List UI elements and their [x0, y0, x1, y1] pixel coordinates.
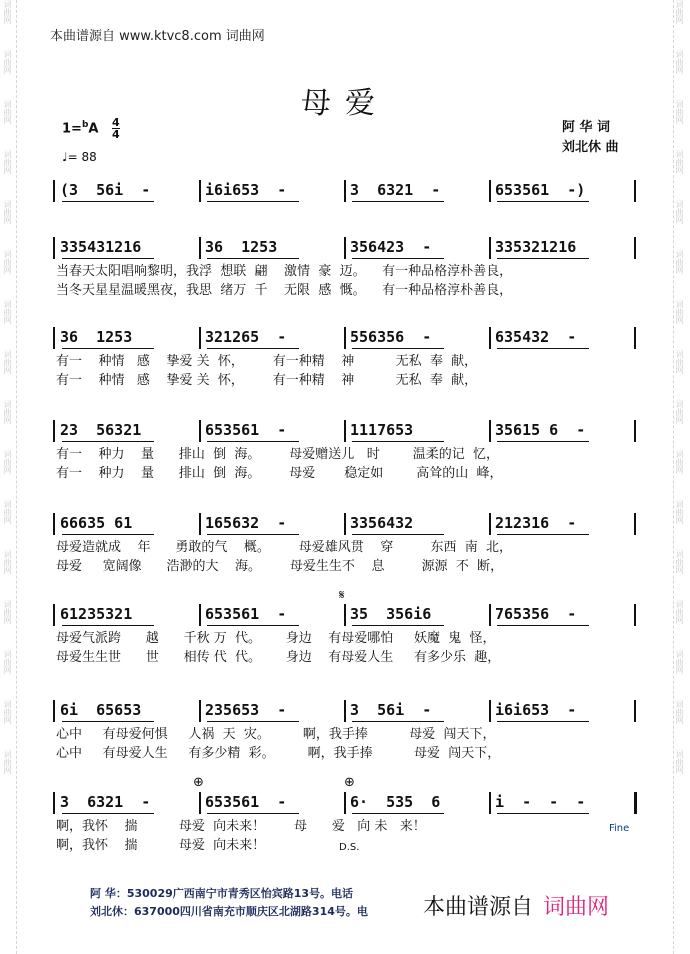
barline [53, 180, 55, 202]
barline [634, 513, 636, 535]
beam-underline [497, 625, 589, 626]
barline [634, 237, 636, 259]
notes-line [56, 327, 636, 353]
barline [199, 237, 201, 259]
time-bottom: 4 [112, 128, 120, 141]
watermark-glyphs: 词曲网 [675, 200, 684, 224]
watermark-glyphs: 词曲网 [3, 450, 12, 474]
notes-line [56, 237, 636, 263]
barline [199, 700, 201, 722]
key-prefix: 1= [62, 121, 82, 137]
fine-marking: Fine [609, 823, 630, 834]
barline [634, 420, 636, 442]
lyrics-line-1: 母爱造就成 年 勇敢的气 概。 母爱雄风贯 穿 东西 南 北， [56, 540, 513, 555]
key-signature [62, 120, 98, 136]
barline [489, 180, 491, 202]
notes-line [56, 604, 636, 630]
barline [199, 420, 201, 442]
coda-sign-2: ⊕ [344, 775, 355, 790]
barline [634, 180, 636, 202]
beam-underline [62, 348, 154, 349]
source-site-line: 本曲谱源自 www.ktvc8.com 词曲网 [50, 29, 265, 44]
lyrics-line-1: 当春天太阳唱响黎明，我浮 想联 翩 激情 豪 迈。 有一种品格淳朴善良， [56, 264, 513, 279]
barline [53, 792, 55, 814]
beam-underline [497, 258, 589, 259]
barline [489, 513, 491, 535]
beam-underline [62, 258, 154, 259]
watermark-glyphs: 词曲网 [675, 450, 684, 474]
measure: 165632 - [205, 514, 287, 532]
beam-underline [207, 813, 299, 814]
lyrics-line-2: 有一 种力 量 排山 倒 海。 母爱 稳定如 高耸的山 峰， [56, 466, 503, 481]
footer-line-2: 刘北休：637000四川省南充市顺庆区北湖路314号。电 [90, 905, 368, 918]
measure: 6· 535 6 [350, 793, 441, 811]
watermark-glyphs: 词曲网 [3, 300, 12, 324]
ds-marking: D.S. [339, 842, 360, 853]
measure: 235653 - [205, 701, 287, 719]
lyrics-line-1: 有一 种力 量 排山 倒 海。 母爱赠送儿 时 温柔的记 忆， [56, 447, 500, 462]
watermark-glyphs: 词曲网 [675, 600, 684, 624]
beam-underline [352, 201, 444, 202]
watermark-glyphs: 词曲网 [3, 50, 12, 74]
measure: 3 6321 - [60, 793, 151, 811]
barline [634, 604, 636, 626]
beam-underline [62, 201, 154, 202]
beam-underline [497, 348, 589, 349]
beam-underline [497, 534, 589, 535]
measure: (3 56i - [60, 181, 151, 199]
watermark-glyphs: 词曲网 [675, 750, 684, 774]
barline [344, 327, 346, 349]
measure: 335321216 [495, 238, 577, 256]
barline [53, 327, 55, 349]
lyrics-line-2: 当冬天星星温暖黑夜，我思 绪万 千 无限 感 慨。 有一种品格淳朴善良， [56, 283, 513, 298]
beam-underline [207, 441, 299, 442]
barline [199, 180, 201, 202]
measure: 36 1253 [60, 328, 133, 346]
barline [199, 327, 201, 349]
measure: 653561 - [205, 421, 287, 439]
credits [562, 118, 619, 158]
measure: 765356 - [495, 605, 577, 623]
beam-underline [352, 625, 444, 626]
lyrics-line-1: 啊，我怀 揣 母爱 向未来！ 母 爱 向 未 来！ [56, 819, 426, 834]
barline [344, 420, 346, 442]
brand-text-2: 词曲网 [543, 895, 610, 920]
barline [199, 513, 201, 535]
lyricist-credit: 阿 华 词 [562, 120, 611, 135]
left-watermark-strip [2, 0, 17, 954]
beam-underline [497, 813, 589, 814]
measure: 36 1253 [205, 238, 278, 256]
brand-text-1: 本曲谱源自 [423, 895, 534, 920]
measure: 653561 -) [495, 181, 586, 199]
watermark-glyphs: 词曲网 [675, 300, 684, 324]
barline [344, 700, 346, 722]
watermark-glyphs: 词曲网 [3, 700, 12, 724]
beam-underline [207, 721, 299, 722]
beam-underline [207, 625, 299, 626]
barline [344, 604, 346, 626]
measure: i6i653 - [495, 701, 577, 719]
beam-underline [62, 813, 154, 814]
watermark-glyphs: 词曲网 [675, 50, 684, 74]
measure: 3 6321 - [350, 181, 441, 199]
watermark-glyphs: 词曲网 [3, 500, 12, 524]
barline [53, 237, 55, 259]
measure: 3356432 [350, 514, 414, 532]
watermark-glyphs: 词曲网 [675, 700, 684, 724]
right-watermark-strip [673, 0, 688, 954]
measure: 1117653 [350, 421, 414, 439]
beam-underline [207, 258, 299, 259]
beam-underline [352, 813, 444, 814]
watermark-glyphs: 词曲网 [3, 600, 12, 624]
coda-sign-1: ⊕ [193, 775, 204, 790]
lyrics-line-2: 啊，我怀 揣 母爱 向未来！ [56, 838, 266, 853]
measure: 35615 6 - [495, 421, 586, 439]
measure: 556356 - [350, 328, 432, 346]
watermark-glyphs: 词曲网 [675, 100, 684, 124]
notes-line [56, 180, 636, 206]
watermark-glyphs: 词曲网 [3, 250, 12, 274]
beam-underline [352, 441, 444, 442]
measure: i6i653 - [205, 181, 287, 199]
measure: 356423 - [350, 238, 432, 256]
barline [199, 604, 201, 626]
lyrics-line-1: 母爱气派跨 越 千秋 万 代。 身边 有母爱哪怕 妖魔 鬼 怪， [56, 631, 496, 646]
beam-underline [352, 721, 444, 722]
watermark-glyphs: 词曲网 [3, 200, 12, 224]
lyrics-line-2: 心中 有母爱人生 有多少精 彩。 啊，我手捧 母爱 闯天下， [56, 746, 501, 761]
barline [489, 700, 491, 722]
key-flat: b [81, 120, 89, 130]
time-signature [112, 117, 120, 140]
barline [489, 327, 491, 349]
tempo-marking: ♩= 88 [62, 150, 97, 164]
barline [53, 420, 55, 442]
footer-line-1: 阿 华：530029广西南宁市青秀区怡宾路13号。电话 [90, 887, 354, 900]
lyrics-line-1: 有一 种情 感 挚爱 关 怀， 有一种精 神 无私 奉 献， [56, 354, 478, 369]
barline [344, 237, 346, 259]
watermark-glyphs: 词曲网 [675, 250, 684, 274]
watermark-glyphs: 词曲网 [3, 150, 12, 174]
beam-underline [352, 348, 444, 349]
composer-credit: 刘北休 曲 [562, 140, 619, 155]
contact-footer [90, 885, 368, 921]
beam-underline [497, 201, 589, 202]
barline [344, 180, 346, 202]
watermark-glyphs: 词曲网 [3, 0, 12, 24]
beam-underline [497, 441, 589, 442]
measure: 3 56i - [350, 701, 432, 719]
measure: 212316 - [495, 514, 577, 532]
time-top: 4 [112, 116, 120, 129]
measure: 653561 - [205, 605, 287, 623]
watermark-glyphs: 词曲网 [675, 650, 684, 674]
watermark-glyphs: 词曲网 [675, 500, 684, 524]
barline [344, 792, 346, 814]
watermark-glyphs: 词曲网 [3, 100, 12, 124]
measure: 61235321 [60, 605, 133, 623]
barline [344, 513, 346, 535]
barline [489, 237, 491, 259]
barline [489, 420, 491, 442]
notes-line [56, 513, 636, 539]
lyrics-line-2: 有一 种情 感 挚爱 关 怀， 有一种精 神 无私 奉 献， [56, 373, 478, 388]
barline [489, 792, 491, 814]
segno-sign: 𝄋 [339, 588, 345, 603]
barline [199, 792, 201, 814]
lyrics-line-2: 母爱 宽阔像 浩渺的大 海。 母爱生生不 息 源源 不 断， [56, 559, 504, 574]
watermark-glyphs: 词曲网 [3, 400, 12, 424]
measure: i - - - [495, 793, 586, 811]
lyrics-line-2: 母爱生生世 世 相传 代 代。 身边 有母爱人生 有多少乐 趣， [56, 650, 501, 665]
measure: 35 356i6 [350, 605, 432, 623]
song-title: 母爱 [301, 86, 389, 121]
beam-underline [62, 534, 154, 535]
watermark-glyphs: 词曲网 [3, 650, 12, 674]
barline [634, 327, 636, 349]
watermark-glyphs: 词曲网 [675, 400, 684, 424]
measure: 66635 61 [60, 514, 133, 532]
barline [489, 604, 491, 626]
watermark-glyphs: 词曲网 [675, 550, 684, 574]
key-note: A [88, 121, 99, 137]
beam-underline [62, 625, 154, 626]
measure: 653561 - [205, 793, 287, 811]
measure: 6i 65653 [60, 701, 142, 719]
lyrics-line-1: 心中 有母爱何惧 人祸 天 灾。 啊，我手捧 母爱 闯天下， [56, 727, 496, 742]
watermark-glyphs: 词曲网 [675, 350, 684, 374]
barline [53, 700, 55, 722]
beam-underline [207, 348, 299, 349]
notes-line [56, 700, 636, 726]
measure: 321265 - [205, 328, 287, 346]
beam-underline [497, 721, 589, 722]
beam-underline [207, 534, 299, 535]
barline [53, 604, 55, 626]
watermark-glyphs: 词曲网 [3, 550, 12, 574]
beam-underline [352, 534, 444, 535]
watermark-glyphs: 词曲网 [675, 150, 684, 174]
watermark-glyphs: 词曲网 [675, 0, 684, 24]
beam-underline [62, 721, 154, 722]
watermark-glyphs: 词曲网 [3, 350, 12, 374]
beam-underline [352, 258, 444, 259]
barline [53, 513, 55, 535]
measure: 23 56321 [60, 421, 142, 439]
beam-underline [207, 201, 299, 202]
final-barline [634, 792, 637, 814]
beam-underline [62, 441, 154, 442]
brand-watermark [423, 890, 609, 921]
watermark-glyphs: 词曲网 [3, 750, 12, 774]
notes-line [56, 792, 636, 818]
barline [634, 700, 636, 722]
measure: 335431216 [60, 238, 142, 256]
measure: 635432 - [495, 328, 577, 346]
notes-line [56, 420, 636, 446]
